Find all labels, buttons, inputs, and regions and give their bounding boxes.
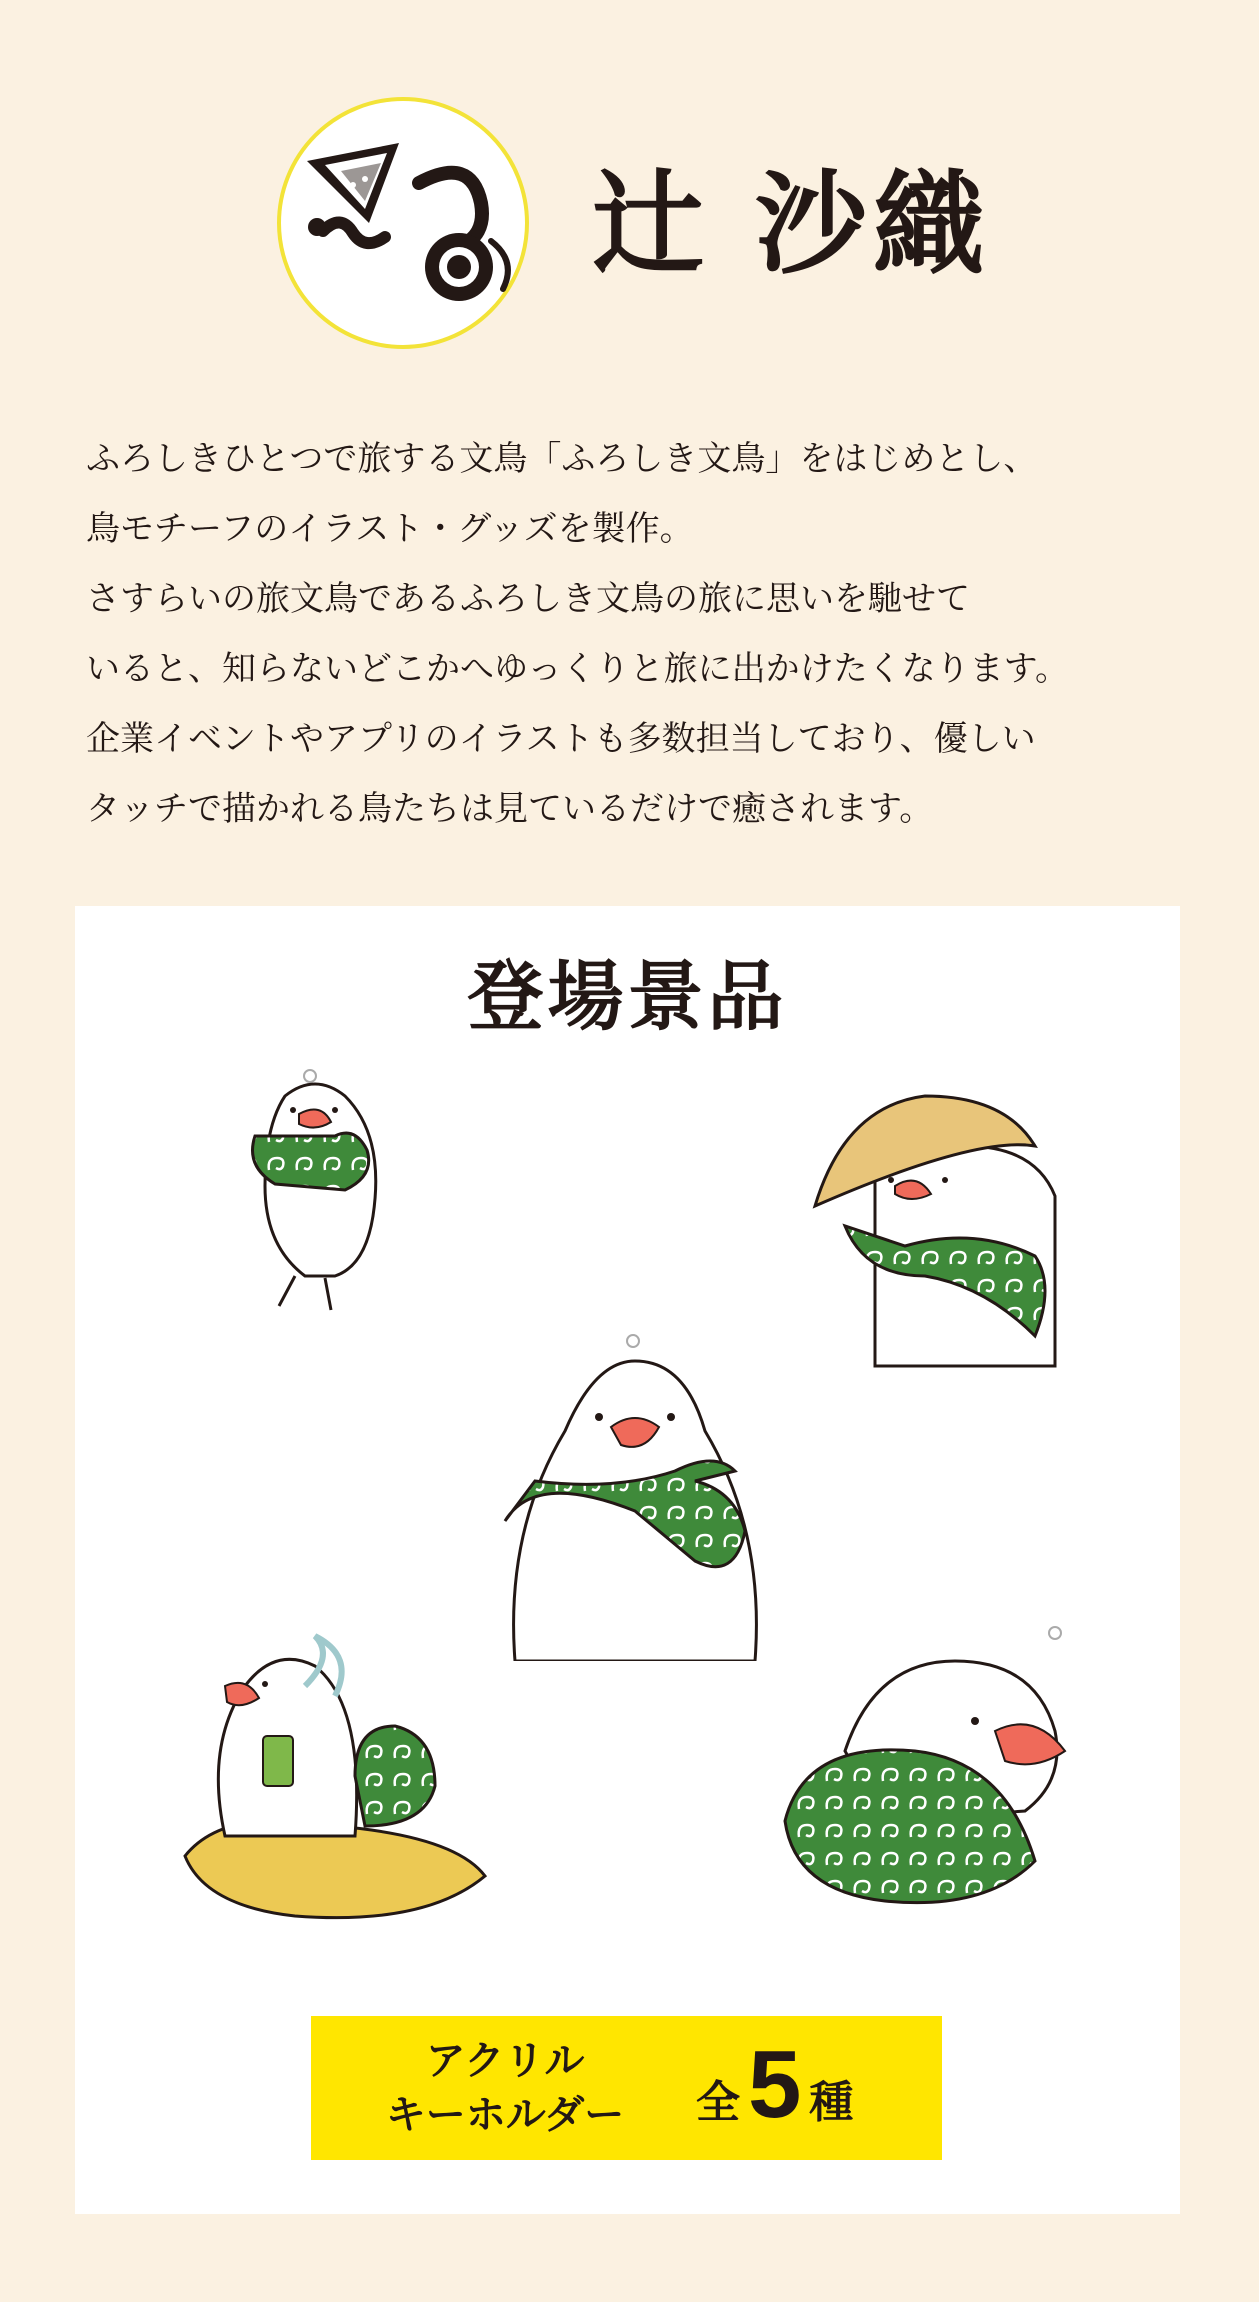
count-number: 5 <box>748 2031 802 2138</box>
bio-line: タッチで描かれる鳥たちは見ているだけで癒されます。 <box>86 789 934 829</box>
product-name <box>355 2034 655 2142</box>
bio-line: ふろしきひとつで旅する文鳥「ふろしき文鳥」をはじめとし、 <box>86 439 1038 479</box>
keychain-bundle-bird <box>765 1621 1095 1911</box>
bio-line: さすらいの旅文鳥であるふろしき文鳥の旅に思いを馳せて <box>86 579 970 619</box>
bio-line: いると、知らないどこかへゆっくりと旅に出かけたくなります。 <box>86 649 1069 689</box>
product-name-line: キーホルダー <box>385 2092 625 2138</box>
prize-title: 登場景品 <box>467 952 788 1041</box>
bio-line: 企業イベントやアプリのイラストも多数担当しており、優しい <box>86 719 1036 759</box>
prize-label <box>311 2016 942 2160</box>
count-suffix: 種 <box>809 2077 854 2128</box>
furoshiki-logo-icon <box>281 101 533 353</box>
artist-name: 辻 沙織 <box>592 160 991 290</box>
keychain-straw-hat-bird <box>805 1076 1065 1376</box>
prize-panel <box>75 906 1180 2214</box>
bio-line: 鳥モチーフのイラスト・グッズを製作。 <box>86 509 694 549</box>
keychain-center-bird <box>495 1331 775 1661</box>
variety-count <box>696 2030 853 2146</box>
count-prefix: 全 <box>696 2077 740 2128</box>
keychain-tea-bird <box>165 1626 495 1926</box>
product-name-line: アクリル <box>425 2038 585 2084</box>
keychain-walking-bird <box>235 1066 435 1326</box>
artist-bio <box>86 424 1196 844</box>
artist-logo <box>277 97 529 349</box>
